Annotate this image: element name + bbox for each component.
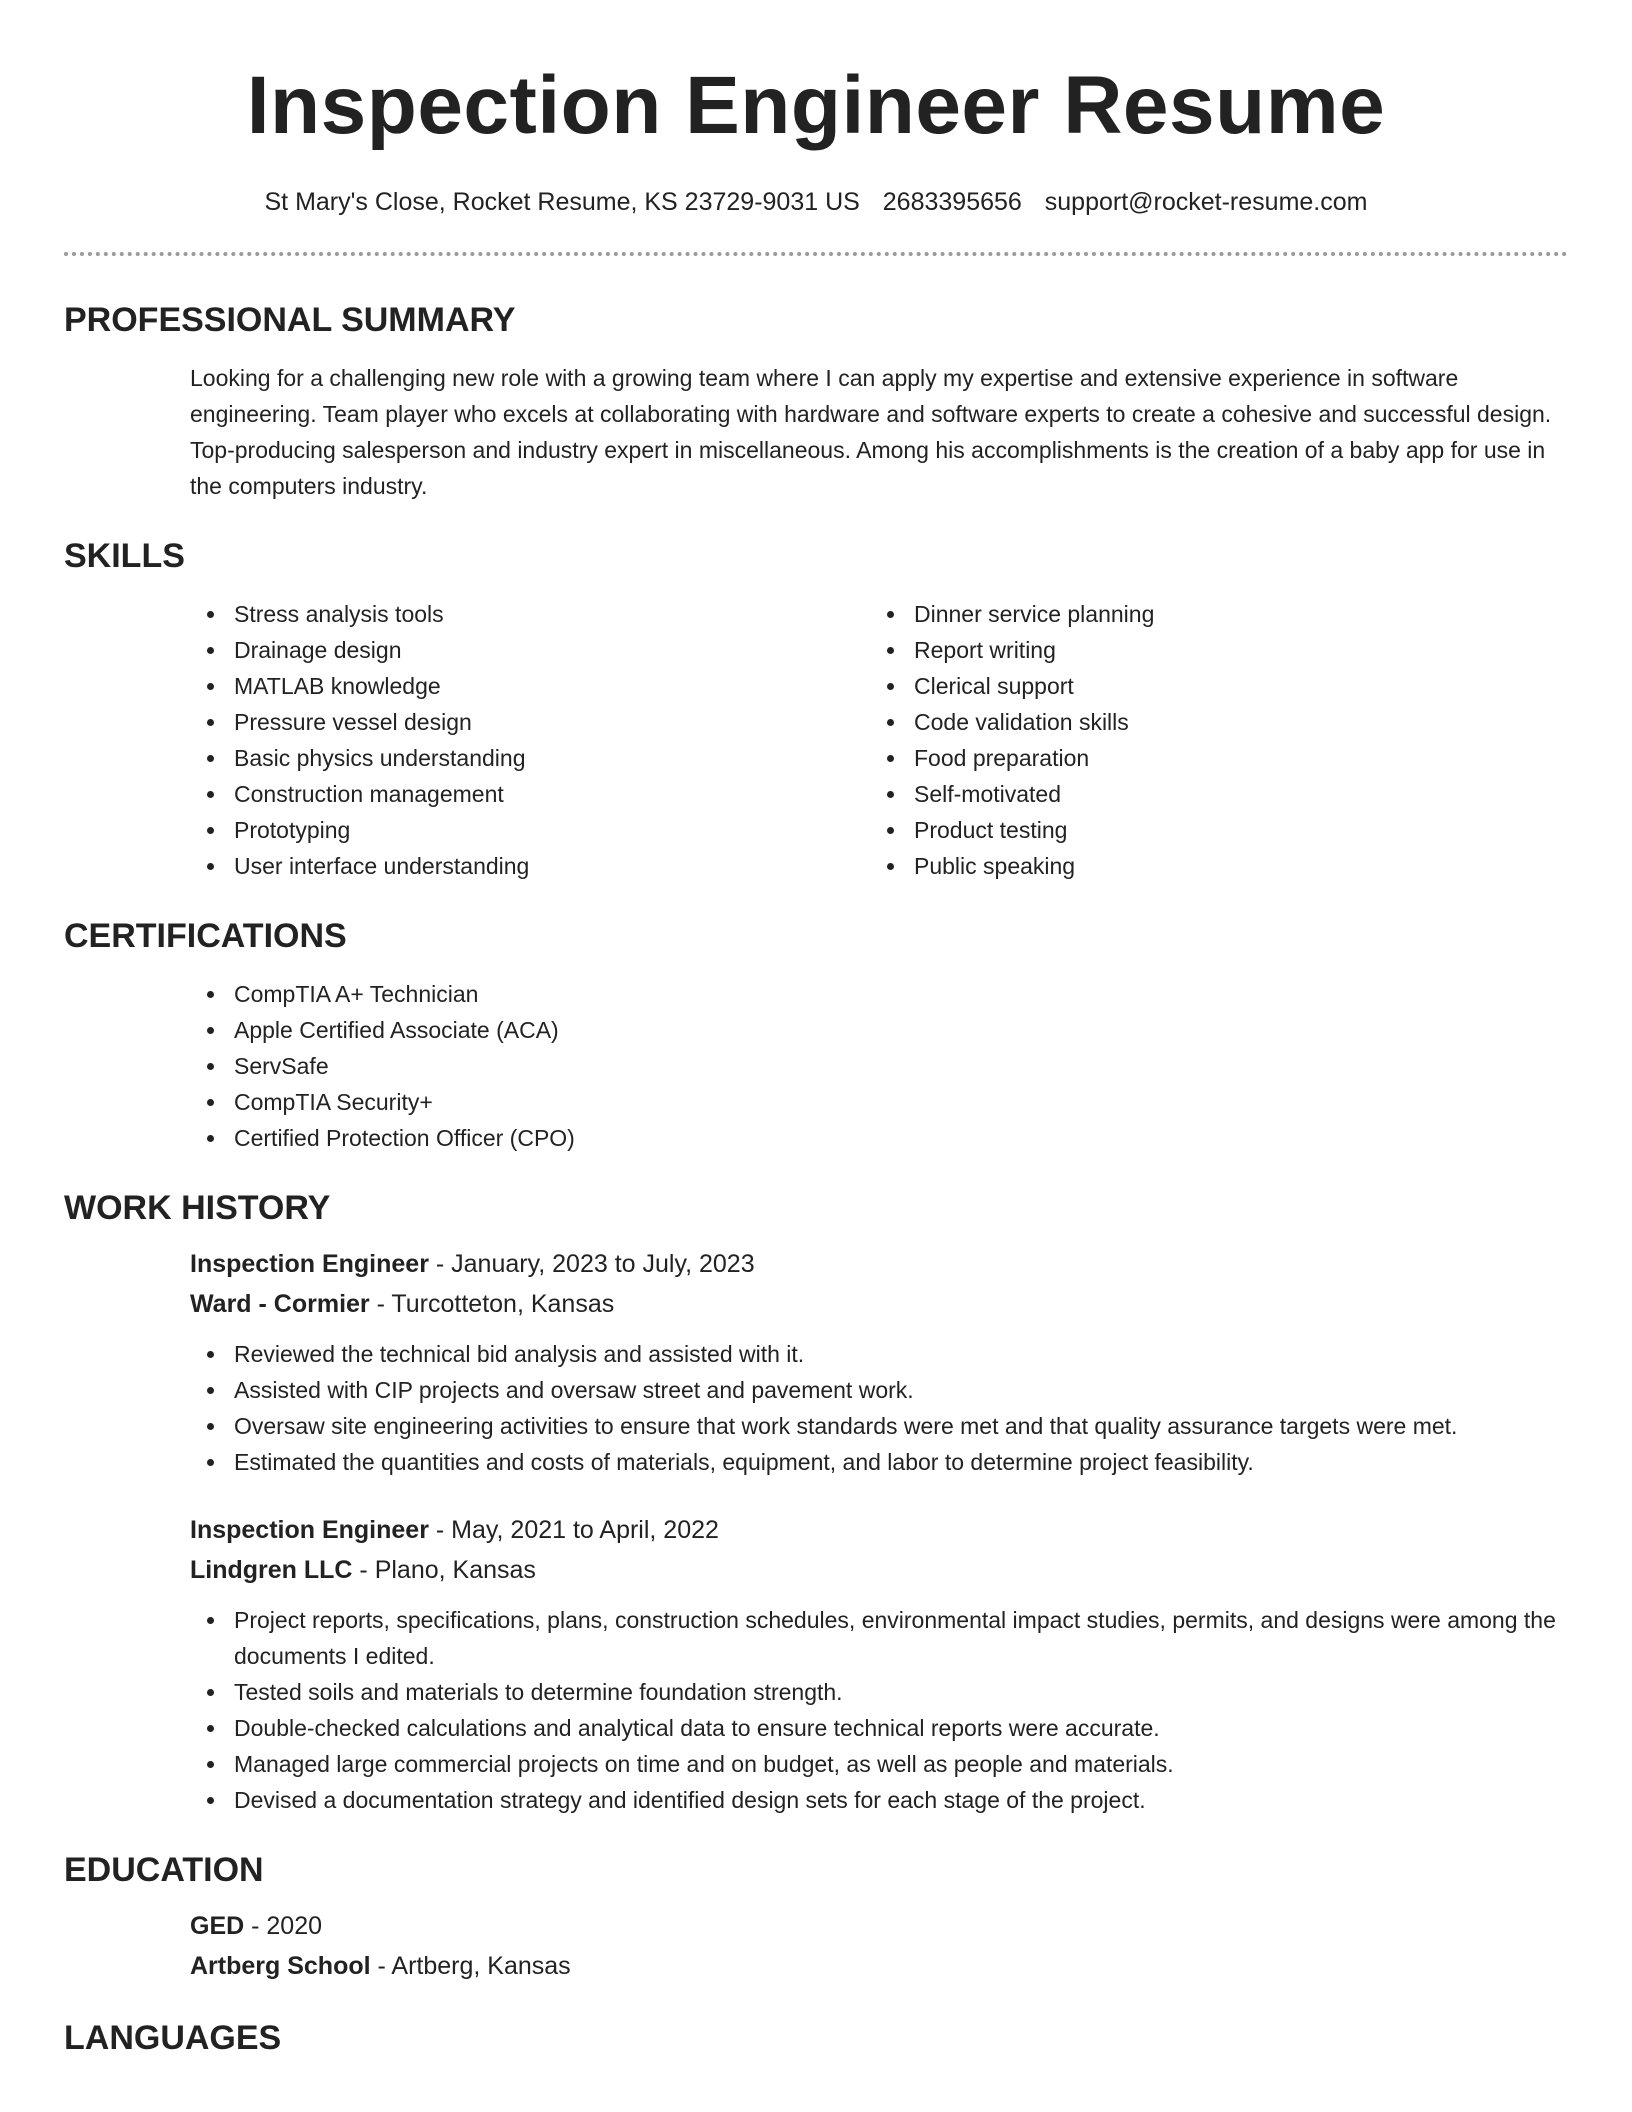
job-duty: Project reports, specifications, plans, construction schedules, environmental impact studies, permits, and designs were among the documents I edited.: [234, 1602, 1568, 1674]
skill-item: Self-motivated: [914, 776, 1550, 812]
skills-column-right: [870, 596, 1550, 884]
job-duty: Assisted with CIP projects and oversaw street and pavement work.: [234, 1372, 1568, 1408]
skills-column-left: [190, 596, 870, 884]
education-degree: GED: [190, 1912, 245, 1940]
skill-item: Clerical support: [914, 668, 1550, 704]
skill-item: Report writing: [914, 632, 1550, 668]
certification-item: Certified Protection Officer (CPO): [234, 1120, 1568, 1156]
skill-item: Food preparation: [914, 740, 1550, 776]
job-company-line: [190, 1550, 1568, 1590]
skill-item: Product testing: [914, 812, 1550, 848]
skill-item: MATLAB knowledge: [234, 668, 870, 704]
job-title: Inspection Engineer: [190, 1250, 429, 1278]
work-history-heading: WORK HISTORY: [64, 1189, 331, 1227]
certification-item: ServSafe: [234, 1048, 1568, 1084]
job-duties: [190, 1602, 1568, 1818]
languages-heading: LANGUAGES: [64, 2019, 282, 2057]
skill-item: Code validation skills: [914, 704, 1550, 740]
education-school-line: [190, 1946, 1568, 1986]
summary-text: Looking for a challenging new role with a growing team where I can apply my expertise and extensive experience in software engineering. Team player who excels at collaborating with hardware and software experts to create a cohesive and successful design. Top-producing salesperson and industry expert in miscellaneous. Among his accomplishments is the creation of a baby app for use in the computers industry.: [190, 365, 1552, 499]
job-duty: Tested soils and materials to determine foundation strength.: [234, 1674, 1568, 1710]
certification-item: CompTIA A+ Technician: [234, 976, 1568, 1012]
skill-item: Dinner service planning: [914, 596, 1550, 632]
skill-item: Public speaking: [914, 848, 1550, 884]
skill-item: Stress analysis tools: [234, 596, 870, 632]
certifications-heading: CERTIFICATIONS: [64, 917, 347, 955]
job-duty: Devised a documentation strategy and identified design sets for each stage of the project.: [234, 1782, 1568, 1818]
contact-phone: 2683395656: [882, 188, 1022, 216]
education-year: - 2020: [244, 1912, 323, 1940]
education-heading: EDUCATION: [64, 1851, 264, 1889]
resume-title: Inspection Engineer Resume: [246, 60, 1386, 151]
skill-item: Prototyping: [234, 812, 870, 848]
job-duty: Estimated the quantities and costs of materials, equipment, and labor to determine project feasibility.: [234, 1444, 1568, 1480]
job-dates: - January, 2023 to July, 2023: [428, 1250, 755, 1278]
skill-item: Basic physics understanding: [234, 740, 870, 776]
job-entry: [190, 1244, 1568, 1480]
education-school: Artberg School: [190, 1952, 371, 1980]
education-degree-line: [190, 1906, 1568, 1946]
certification-item: CompTIA Security+: [234, 1084, 1568, 1120]
contact-info: [64, 186, 1568, 218]
skill-item: User interface understanding: [234, 848, 870, 884]
certifications-list: [190, 976, 1568, 1156]
job-company: Ward - Cormier: [190, 1290, 370, 1318]
resume-page: [64, 0, 1568, 2058]
job-duty: Reviewed the technical bid analysis and assisted with it.: [234, 1336, 1568, 1372]
certification-item: Apple Certified Associate (ACA): [234, 1012, 1568, 1048]
job-company-line: [190, 1284, 1568, 1324]
job-title-line: [190, 1510, 1568, 1550]
contact-address: St Mary's Close, Rocket Resume, KS 23729-9031 US: [264, 188, 860, 216]
job-duty: Oversaw site engineering activities to ensure that work standards were met and that quality assurance targets were met.: [234, 1408, 1568, 1444]
job-company: Lindgren LLC: [190, 1556, 353, 1584]
job-location: - Turcotteton, Kansas: [369, 1290, 615, 1318]
job-duty: Managed large commercial projects on time and on budget, as well as people and materials.: [234, 1746, 1568, 1782]
contact-email: support@rocket-resume.com: [1044, 188, 1368, 216]
education-entry: [190, 1906, 1568, 1986]
summary-section: [190, 360, 1568, 504]
education-location: - Artberg, Kansas: [370, 1952, 571, 1980]
job-entry: [190, 1510, 1568, 1818]
job-title-line: [190, 1244, 1568, 1284]
skill-item: Pressure vessel design: [234, 704, 870, 740]
job-duty: Double-checked calculations and analytical data to ensure technical reports were accurate.: [234, 1710, 1568, 1746]
job-duties: [190, 1336, 1568, 1480]
skill-item: Construction management: [234, 776, 870, 812]
job-location: - Plano, Kansas: [352, 1556, 536, 1584]
skills-list: [190, 596, 1568, 884]
header-divider: [64, 252, 1568, 256]
skills-heading: SKILLS: [64, 537, 185, 575]
skill-item: Drainage design: [234, 632, 870, 668]
job-dates: - May, 2021 to April, 2022: [428, 1516, 719, 1544]
job-title: Inspection Engineer: [190, 1516, 429, 1544]
summary-heading: PROFESSIONAL SUMMARY: [64, 301, 516, 339]
